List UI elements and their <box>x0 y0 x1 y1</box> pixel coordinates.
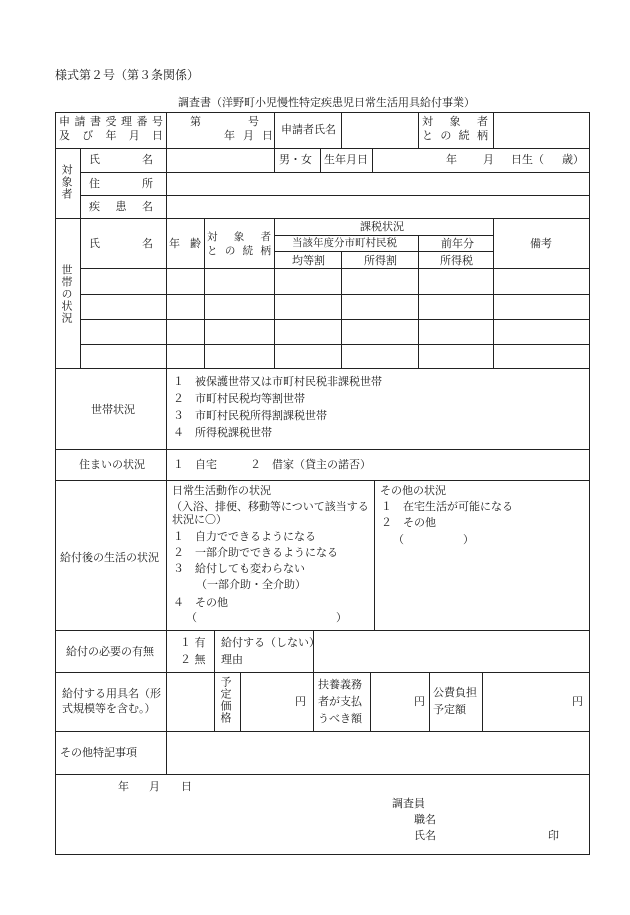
residence-own-home[interactable]: １ 自宅 <box>173 458 217 471</box>
residence-label: 住まいの状況 <box>79 458 145 471</box>
daily-option-2[interactable]: ２ 一部介助でできるようになる <box>173 546 338 559</box>
receipt-label-line1: 申 請 書 受 理 番 号 <box>59 115 163 128</box>
birth-month: 月 <box>483 153 494 166</box>
address-label: 住 所 <box>89 177 153 190</box>
daily-option-4[interactable]: ４ その他 <box>173 596 228 609</box>
daily-option-4-paren-open: （ <box>186 611 197 624</box>
daily-option-3[interactable]: ３ 給付しても変わらない <box>173 562 305 575</box>
obligor-yen: 円 <box>414 695 425 708</box>
subject-section-label: 対象者 <box>60 164 73 200</box>
notes-field[interactable] <box>167 732 588 773</box>
remarks-header: 備考 <box>530 237 552 250</box>
obligor-label-line3: うべき額 <box>318 712 362 725</box>
daily-activity-note-1: （入浴、排便、移動等について該当する <box>171 500 369 513</box>
receipt-year: 年 <box>224 129 235 142</box>
necessity-label: 給付の必要の有無 <box>66 645 154 658</box>
table-row[interactable] <box>81 320 588 343</box>
other-option-2-paren-open: （ <box>393 533 404 546</box>
decision-label: 給付する（しない） <box>221 636 320 649</box>
household-relation-col-line2: と の 続 柄 <box>207 245 271 257</box>
daily-activity-note-2: 状況に〇） <box>172 513 227 526</box>
notes-label: その他特記事項 <box>60 746 137 759</box>
birth-year: 年 <box>446 153 457 166</box>
other-option-1[interactable]: １ 在宅生活が可能になる <box>381 500 513 513</box>
household-section-label: 世帯の状況 <box>60 264 73 324</box>
daily-option-1[interactable]: １ 自力でできるようになる <box>173 530 316 543</box>
reason-field[interactable] <box>314 631 588 671</box>
receipt-label-line2: 及 び 年 月 日 <box>59 129 163 142</box>
receipt-go: 号 <box>248 115 259 128</box>
relation-label-line2: と の 続 柄 <box>422 129 488 142</box>
household-status-option-1[interactable]: １ 被保護世帯又は市町村民税非課税世帯 <box>173 375 382 388</box>
other-option-2[interactable]: ２ その他 <box>381 516 436 529</box>
equipment-label-line1: 給付する用具名（形 <box>62 687 161 700</box>
gender-select[interactable]: 男・女 <box>279 153 312 166</box>
life-after-label: 給付後の生活の状況 <box>60 551 159 564</box>
household-status-option-4[interactable]: ４ 所得税課税世帯 <box>173 426 272 439</box>
household-status-label: 世帯状況 <box>91 403 135 416</box>
table-row[interactable] <box>81 345 588 367</box>
relation-label-line1: 対 象 者 <box>422 115 488 128</box>
subject-name-label: 氏 名 <box>89 153 153 166</box>
public-burden-label-line1: 公費負担 <box>433 686 477 699</box>
income-tax-header: 所得税 <box>440 254 473 267</box>
disease-label: 疾 患 名 <box>89 200 153 213</box>
household-age-col: 年 齢 <box>169 237 201 250</box>
necessity-yes[interactable]: １ 有 <box>180 636 206 649</box>
subject-name-field[interactable] <box>167 149 273 171</box>
investigator-label: 調査員 <box>392 797 425 810</box>
disease-field[interactable] <box>167 196 588 217</box>
necessity-no[interactable]: ２ 無 <box>180 653 206 666</box>
other-option-2-paren-close: ） <box>463 533 474 546</box>
household-name-col: 氏 名 <box>89 237 153 250</box>
age-suffix: 歳） <box>562 153 584 166</box>
investigator-position-label: 職名 <box>414 813 436 826</box>
household-status-option-2[interactable]: ２ 市町村民税均等割世帯 <box>173 392 305 405</box>
footer-month: 月 <box>149 780 160 793</box>
birth-day-suffix: 日生（ <box>511 153 544 166</box>
reason-label: 理由 <box>221 653 243 666</box>
footer-year: 年 <box>118 780 129 793</box>
applicant-name-field[interactable] <box>342 113 417 147</box>
planned-price-label: 予定価格 <box>219 676 232 724</box>
receipt-day: 日 <box>262 129 273 142</box>
per-capita-header: 均等割 <box>292 254 325 267</box>
applicant-name-label: 申請者氏名 <box>281 123 336 136</box>
relation-field[interactable] <box>494 113 588 147</box>
obligor-label-line2: 者が支払 <box>318 695 362 708</box>
birthdate-label: 生年月日 <box>324 153 368 166</box>
receipt-month: 月 <box>243 129 254 142</box>
residence-rented[interactable]: ２ 借家（貸主の諾否） <box>250 458 371 471</box>
daily-activity-title: 日常生活動作の状況 <box>172 484 271 497</box>
current-tax-header: 当該年度分市町村民税 <box>292 237 397 249</box>
form-number: 様式第２号（第３条関係） <box>55 68 200 82</box>
household-relation-col-line1: 対 象 者 <box>207 231 271 243</box>
receipt-dai: 第 <box>190 115 201 128</box>
public-burden-label-line2: 予定額 <box>433 703 466 716</box>
investigator-name-label: 氏名 <box>414 829 436 842</box>
address-field[interactable] <box>167 173 588 194</box>
table-row[interactable] <box>81 269 588 293</box>
table-row[interactable] <box>81 295 588 318</box>
equipment-label-line2: 式規模等を含む。） <box>62 702 156 715</box>
income-levy-header: 所得割 <box>364 254 397 267</box>
form-title: 調査書（洋野町小児慢性特定疾患児日常生活用具給付事業） <box>178 96 475 109</box>
other-status-title: その他の状況 <box>380 484 446 497</box>
seal-mark: 印 <box>548 829 559 842</box>
prev-year-header: 前年分 <box>441 237 474 250</box>
daily-option-4-paren-close: ） <box>336 611 347 624</box>
daily-option-3-sub[interactable]: （一部介助・全介助） <box>196 578 306 591</box>
household-status-option-3[interactable]: ３ 市町村民税所得割課税世帯 <box>173 409 327 422</box>
footer-day: 日 <box>181 780 192 793</box>
obligor-label-line1: 扶養義務 <box>318 678 362 691</box>
public-burden-yen: 円 <box>572 695 583 708</box>
tax-status-header: 課税状況 <box>360 220 404 233</box>
planned-price-yen: 円 <box>295 695 306 708</box>
